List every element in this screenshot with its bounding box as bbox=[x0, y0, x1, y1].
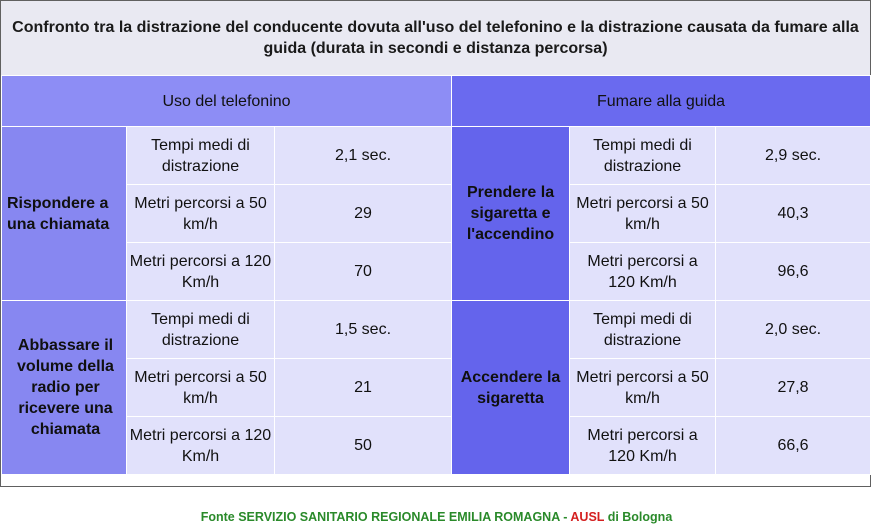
footer-suffix: di Bologna bbox=[604, 510, 673, 524]
header-smoke: Fumare alla guida bbox=[452, 76, 871, 127]
metric-label: Metri percorsi a 120 Km/h bbox=[570, 243, 716, 301]
table-title: Confronto tra la distrazione del conducente dovuta all'uso del telefonino e la distrazione causata da fumare alla guida (durata in secondi e distanza percorsa) bbox=[1, 1, 870, 75]
metric-label: Tempi medi di distrazione bbox=[127, 127, 275, 185]
metric-value: 21 bbox=[275, 359, 452, 417]
metric-label: Metri percorsi a 120 Km/h bbox=[127, 243, 275, 301]
metric-value: 29 bbox=[275, 185, 452, 243]
metric-label: Metri percorsi a 50 km/h bbox=[570, 185, 716, 243]
metric-value: 40,3 bbox=[716, 185, 871, 243]
header-phone: Uso del telefonino bbox=[2, 76, 452, 127]
footer-prefix: Fonte SERVIZIO SANITARIO REGIONALE EMILIA ROMAGNA - bbox=[200, 510, 571, 524]
metric-value: 70 bbox=[275, 243, 452, 301]
comparison-table bbox=[1, 75, 871, 475]
source-footer bbox=[0, 510, 873, 524]
metric-label: Metri percorsi a 50 km/h bbox=[127, 359, 275, 417]
metric-label: Tempi medi di distrazione bbox=[570, 127, 716, 185]
metric-label: Tempi medi di distrazione bbox=[570, 301, 716, 359]
metric-label: Tempi medi di distrazione bbox=[127, 301, 275, 359]
footer-red: AUSL bbox=[570, 510, 605, 524]
metric-label: Metri percorsi a 50 km/h bbox=[570, 359, 716, 417]
metric-label: Metri percorsi a 120 Km/h bbox=[127, 417, 275, 475]
metric-value: 2,0 sec. bbox=[716, 301, 871, 359]
metric-value: 2,9 sec. bbox=[716, 127, 871, 185]
metric-value: 2,1 sec. bbox=[275, 127, 452, 185]
metric-value: 1,5 sec. bbox=[275, 301, 452, 359]
metric-value: 96,6 bbox=[716, 243, 871, 301]
phone-category-2: Abbassare il volume della radio per ricevere una chiamata bbox=[2, 301, 127, 475]
metric-value: 27,8 bbox=[716, 359, 871, 417]
metric-value: 66,6 bbox=[716, 417, 871, 475]
phone-category-1: Rispondere a una chiamata bbox=[2, 127, 127, 301]
metric-label: Metri percorsi a 120 Km/h bbox=[570, 417, 716, 475]
metric-value: 50 bbox=[275, 417, 452, 475]
metric-label: Metri percorsi a 50 km/h bbox=[127, 185, 275, 243]
smoke-category-2: Accendere la sigaretta bbox=[452, 301, 570, 475]
smoke-category-1: Prendere la sigaretta e l'accendino bbox=[452, 127, 570, 301]
